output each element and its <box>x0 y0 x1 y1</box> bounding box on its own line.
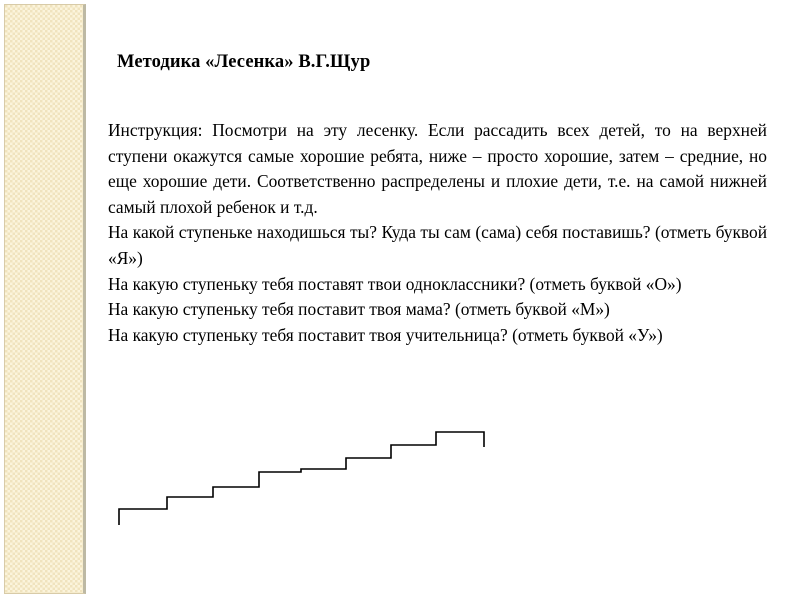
question-classmates: На какую ступеньку тебя поставят твои одноклассники? (отметь буквой «О») <box>108 273 682 294</box>
body-text-block <box>108 118 767 348</box>
question-self: На какой ступеньке находишься ты? Куда ты сам (сама) себя поставишь? (отметь буквой «Я») <box>108 222 767 268</box>
page-title: Методика «Лесенка» В.Г.Щур <box>117 52 371 72</box>
ladder-staircase-svg <box>100 420 500 540</box>
ladder-figure <box>100 420 500 540</box>
instruction-paragraph: Инструкция: Посмотри на эту лесенку. Если рассадить всех детей, то на верхней ступени окажутся самые хорошие ребята, ниже – просто хорошие, затем – средние, но еще хорошие дети. Соответственно распределены и плохие дети, т.е. на самой нижней самый плохой ребенок и т.д. <box>108 120 767 217</box>
decorative-sidebar-band <box>4 4 86 594</box>
question-mother: На какую ступеньку тебя поставит твоя мама? (отметь буквой «М») <box>108 299 610 320</box>
question-teacher: На какую ступеньку тебя поставит твоя учительница? (отметь буквой «У») <box>108 324 663 345</box>
ladder-staircase-path <box>119 432 484 525</box>
